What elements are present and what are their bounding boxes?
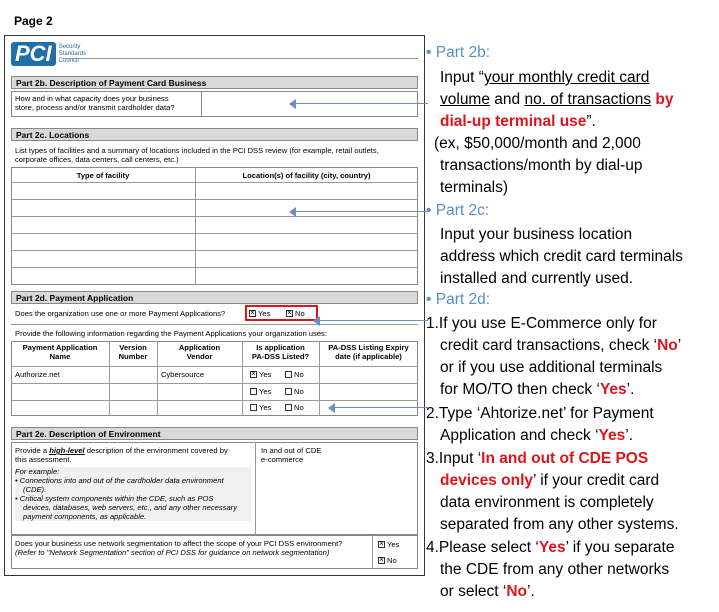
- note-item2-line2: [440, 425, 633, 447]
- segmentation-yes-option[interactable]: [378, 540, 399, 549]
- th-version-2: Number: [118, 352, 148, 361]
- page-label: Page 2: [14, 14, 53, 28]
- i2-l2b: ’.: [625, 427, 634, 444]
- part2b-question-line1: How and in what capacity does your business: [15, 94, 169, 103]
- i1-l4b: ’.: [626, 381, 635, 398]
- highlight-box: [245, 305, 318, 321]
- n2b-l2r: by: [651, 91, 674, 108]
- n2b-l1u: your monthly credit card: [483, 69, 650, 86]
- row1-yes-label: Yes: [259, 370, 272, 379]
- arrow-2d-row: [328, 403, 428, 413]
- i3-l2r: devices only: [440, 472, 534, 489]
- part2e-desc-post: description of the environment covered by: [84, 446, 228, 455]
- row1-app-name: Authorize.net: [15, 370, 60, 379]
- note-item4-line1: [426, 537, 674, 559]
- part2c-desc-line1: List types of facilities and a summary of locations included in the PCI DSS review (for example, retail outlets,: [15, 146, 379, 155]
- n2b-l2a: and: [489, 91, 525, 108]
- note-item1-line1: 1.If you use E-Commerce only for: [426, 315, 657, 332]
- th-app-name-2: Name: [49, 352, 71, 361]
- locations-col-type: Type of facility: [76, 171, 130, 180]
- part2e-divider: [255, 442, 256, 535]
- locations-row-line: [11, 182, 418, 183]
- header-rule: [63, 58, 418, 59]
- row3-yes-checkbox[interactable]: [250, 404, 257, 411]
- part2e-bullet1-line1: • Connections into and out of the cardholder data environment: [15, 476, 224, 485]
- locations-row-line: [11, 267, 418, 268]
- part2d-yes-label: Yes: [258, 309, 271, 318]
- segmentation-question: [15, 539, 370, 557]
- i4-l1a: 4.Please select ‘: [426, 539, 539, 556]
- part2b-question-line2: store, process and/or transmit cardholder data?: [15, 103, 175, 112]
- n2b-l2u: volume: [440, 91, 490, 108]
- part2e-answer[interactable]: [261, 446, 321, 464]
- row2-yes-checkbox[interactable]: [250, 388, 257, 395]
- table-row-line: [11, 400, 418, 401]
- note-2b-line5: transactions/month by dial-up: [440, 157, 643, 174]
- segmentation-divider: [372, 535, 373, 569]
- part2e-desc-line2: this assessment.: [15, 455, 72, 464]
- n2b-l2u2: no. of transactions: [524, 91, 652, 108]
- row2-no-option[interactable]: [285, 387, 304, 396]
- note-2b-line6: terminals): [440, 179, 509, 196]
- segmentation-yes-checkbox[interactable]: [378, 541, 385, 548]
- row3-yes-label: Yes: [259, 403, 272, 412]
- th-version-1: Version: [119, 343, 147, 352]
- n2b-l3b: ”.: [586, 113, 596, 130]
- part2e-bullet2-line2: devices, databases, web servers, etc., and any other necessary: [23, 503, 238, 512]
- row3-yes-option[interactable]: [250, 403, 271, 412]
- note-2b-line3: [440, 111, 596, 133]
- th-vendor-2: Vendor: [186, 352, 213, 361]
- note-2c-line3: installed and currently used.: [440, 270, 634, 287]
- table-row-line: [11, 383, 418, 384]
- i1-l2r: No: [657, 337, 678, 354]
- i1-l4r: Yes: [599, 381, 627, 398]
- note-item1-line2: [440, 335, 681, 357]
- note-2b-heading: • Part 2b:: [426, 44, 491, 61]
- arrow-2d-question: [313, 316, 428, 326]
- th-app-name-1: Payment Application: [22, 343, 98, 352]
- part2c-header: Part 2c. Locations: [11, 128, 418, 141]
- row2-no-checkbox[interactable]: [285, 388, 292, 395]
- arrow-2b: [289, 99, 428, 109]
- th-app-name: [11, 343, 109, 361]
- th-vendor-1: Application: [178, 343, 221, 352]
- segmentation-q1: Does your business use network segmentation to affect the scope of your PCI DSS environment?: [15, 539, 343, 548]
- part2b-header: Part 2b. Description of Payment Card Business: [11, 76, 418, 89]
- segmentation-yes-label: Yes: [387, 540, 400, 549]
- table-row-line: [11, 366, 418, 367]
- part2d-provide: Provide the following information regarding the Payment Applications your organization uses:: [15, 329, 327, 338]
- part2e-example: [15, 467, 251, 521]
- row1-no-label: No: [294, 370, 304, 379]
- n2b-l1: Input “: [440, 69, 484, 86]
- note-2b-line2: [440, 89, 674, 111]
- note-2c-line2: address which credit card terminals: [440, 248, 683, 265]
- locations-row-line: [11, 199, 418, 200]
- i4-l3b: ’.: [527, 583, 535, 600]
- i3-l1a: 3.Input ‘: [426, 450, 482, 467]
- part2e-bullet1-line2: (CDE).: [23, 485, 47, 494]
- part2d-header: Part 2d. Payment Application: [11, 291, 418, 304]
- row1-vendor: Cybersource: [161, 370, 205, 379]
- row2-no-label: No: [294, 387, 304, 396]
- pci-logo: [11, 42, 101, 66]
- th-version: [109, 343, 157, 361]
- n2b-l3r: dial-up terminal use: [440, 113, 587, 130]
- i4-l1r: Yes: [538, 539, 566, 556]
- note-2c-line1: Input your business location: [440, 226, 633, 243]
- part2e-answer-line1: In and out of CDE: [261, 446, 322, 455]
- note-item1-line4: [440, 379, 634, 401]
- part2d-no-label: No: [295, 309, 305, 318]
- note-2d-heading: • Part 2d:: [426, 291, 491, 308]
- pci-logo-mark: PCI: [11, 42, 56, 66]
- part2c-desc: [15, 146, 379, 164]
- i3-l2b: ’ if your credit card: [533, 472, 660, 489]
- part2e-desc-em: high-level: [49, 446, 85, 455]
- note-item4-line3: [440, 581, 535, 603]
- part2e-bullet2-line1: • Critical system components within the CDE, such as POS: [15, 494, 214, 503]
- th-expiry-2: date (if applicable): [335, 352, 402, 361]
- note-item1-line3: or if you use additional terminals: [440, 359, 663, 376]
- part2e-bullet2-line3: payment components, as applicable.: [23, 512, 147, 521]
- th-expiry-1: PA-DSS Listing Expiry: [328, 343, 409, 352]
- arrow-2c: [289, 207, 428, 217]
- segmentation-q2: (Refer to "Network Segmentation" section of PCI DSS for guidance on network segmentation): [15, 548, 330, 557]
- i4-l3a: or select ‘: [440, 583, 507, 600]
- i1-l4a: for MO/TO then check ‘: [440, 381, 600, 398]
- row3-no-label: No: [294, 403, 304, 412]
- i3-l1r: In and out of CDE POS: [481, 450, 649, 467]
- row1-yes-checkbox[interactable]: [250, 371, 257, 378]
- segmentation-no-label: No: [387, 556, 397, 565]
- part2e-desc-pre: Provide a: [15, 446, 50, 455]
- note-item3-line4: separated from any other systems.: [440, 516, 679, 533]
- note-2b-line1: [440, 67, 649, 89]
- i4-l1b: ’ if you separate: [565, 539, 675, 556]
- locations-row-line: [11, 233, 418, 234]
- row1-yes-option[interactable]: [250, 370, 271, 379]
- th-pa-dss-listed-1: Is application: [256, 343, 305, 352]
- locations-row-line: [11, 250, 418, 251]
- note-item3-line3: data environment is completely: [440, 494, 654, 511]
- i2-l2a: Application and check ‘: [440, 427, 599, 444]
- th-pa-dss-listed-2: PA-DSS Listed?: [251, 352, 310, 361]
- logo-org-line1: Security: [58, 43, 81, 50]
- note-2c-heading: • Part 2c:: [426, 202, 490, 219]
- th-expiry: [319, 343, 418, 361]
- note-item4-line2: the CDE from any other networks: [440, 561, 670, 578]
- i1-l2a: credit card transactions, check ‘: [440, 337, 658, 354]
- row3-no-checkbox[interactable]: [285, 404, 292, 411]
- row3-no-option[interactable]: [285, 403, 304, 412]
- part2c-desc-line2: corporate offices, data centers, call centers, etc.): [15, 155, 179, 164]
- i2-l2r: Yes: [598, 427, 626, 444]
- locations-col-location: Location(s) of facility (city, country): [242, 171, 371, 180]
- part2d-question: Does the organization use one or more Payment Applications?: [15, 309, 226, 318]
- pci-logo-text: [59, 44, 101, 65]
- pci-form-page: [4, 35, 425, 576]
- row1-no-checkbox[interactable]: [285, 371, 292, 378]
- row1-no-option[interactable]: [285, 370, 304, 379]
- part2e-example-label: For example:: [15, 467, 60, 476]
- th-vendor: [157, 343, 242, 361]
- segmentation-no-checkbox[interactable]: [378, 557, 385, 564]
- i4-l3r: No: [506, 583, 528, 600]
- part2e-header: Part 2e. Description of Environment: [11, 427, 418, 440]
- note-item3-line1: [426, 448, 648, 470]
- i1-l2b: ’: [677, 337, 682, 354]
- part2b-question: [15, 94, 175, 112]
- note-2b-line4: (ex, $50,000/month and 2,000: [434, 135, 641, 152]
- note-item3-line2: [440, 470, 659, 492]
- row2-yes-option[interactable]: [250, 387, 271, 396]
- part2e-desc: [15, 446, 251, 464]
- part2e-answer-line2: e-commerce: [261, 455, 304, 464]
- row2-yes-label: Yes: [259, 387, 272, 396]
- segmentation-no-option[interactable]: [378, 556, 397, 565]
- logo-org-line2: Standards Council: [58, 50, 87, 64]
- th-pa-dss-listed: [242, 343, 319, 361]
- note-item2-line1: 2.Type ‘Ahtorize.net’ for Payment: [426, 405, 654, 422]
